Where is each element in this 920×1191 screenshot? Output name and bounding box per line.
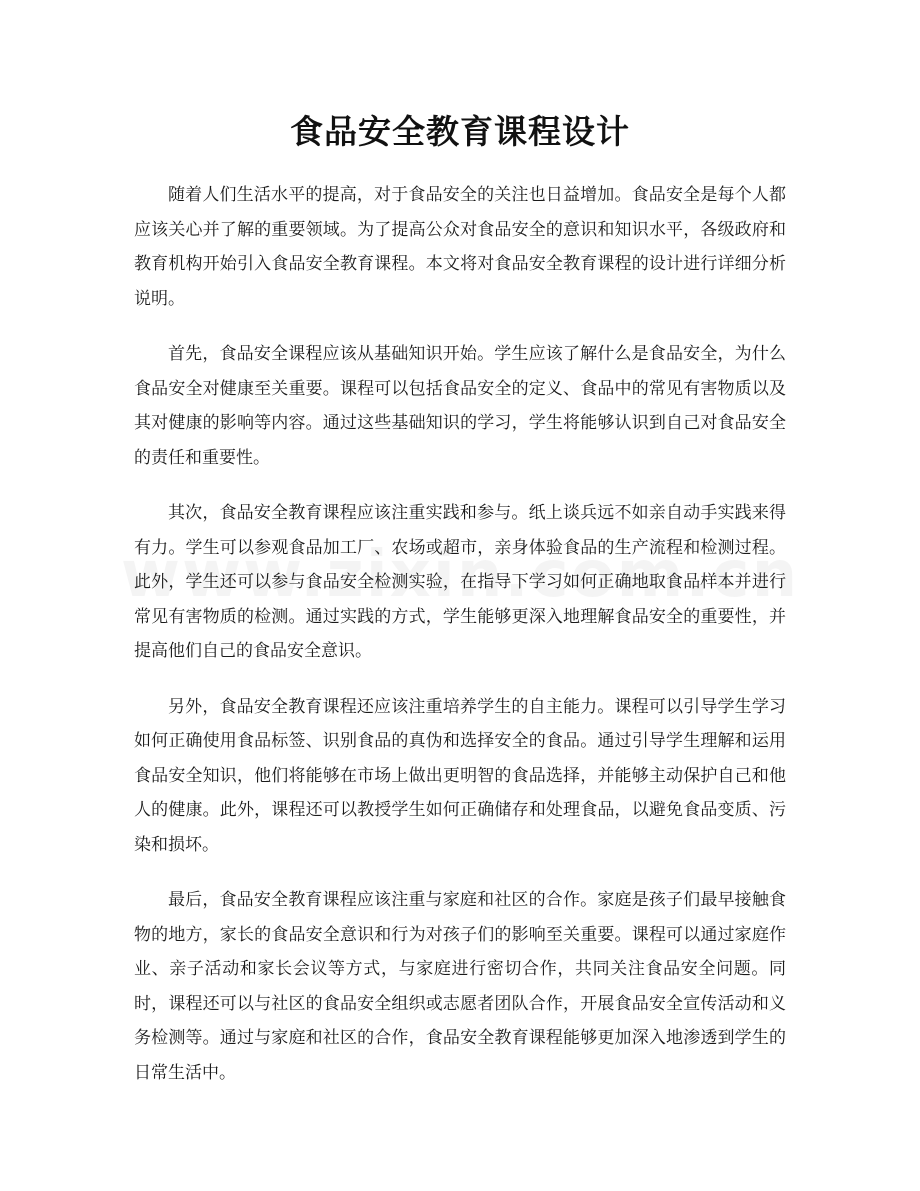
paragraph-4: 另外，食品安全教育课程还应该注重培养学生的自主能力。课程可以引导学生学习如何正确使用食品标签、识别食品的真伪和选择安全的食品。通过引导学生理解和运用食品安全知识，他们将能够在市场上做出更明智的食品选择，并能够主动保护自己和他人的健康。此外，课程还可以教授学生如何正确储存和处理食品，以避免食品变质、污染和损坏。	[134, 696, 786, 855]
page-title: 食品安全教育课程设计	[290, 112, 630, 151]
document-body	[134, 178, 786, 1111]
paragraph-2: 首先，食品安全课程应该从基础知识开始。学生应该了解什么是食品安全，为什么食品安全对健康至关重要。课程可以包括食品安全的定义、食品中的常见有害物质以及其对健康的影响等内容。通过这些基础知识的学习，学生将能够认识到自己对食品安全的责任和重要性。	[134, 344, 786, 468]
paragraph-5: 最后，食品安全教育课程应该注重与家庭和社区的合作。家庭是孩子们最早接触食物的地方，家长的食品安全意识和行为对孩子们的影响至关重要。课程可以通过家庭作业、亲子活动和家长会议等方式，与家庭进行密切合作，共同关注食品安全问题。同时，课程还可以与社区的食品安全组织或志愿者团队合作，开展食品安全宣传活动和义务检测等。通过与家庭和社区的合作，食品安全教育课程能够更加深入地渗透到学生的日常生活中。	[134, 890, 786, 1083]
paragraph-1: 随着人们生活水平的提高，对于食品安全的关注也日益增加。食品安全是每个人都应该关心并了解的重要领域。为了提高公众对食品安全的意识和知识水平，各级政府和教育机构开始引入食品安全教育课程。本文将对食品安全教育课程的设计进行详细分析说明。	[134, 185, 786, 309]
paragraph-3: 其次，食品安全教育课程应该注重实践和参与。纸上谈兵远不如亲自动手实践来得有力。学生可以参观食品加工厂、农场或超市，亲身体验食品的生产流程和检测过程。此外，学生还可以参与食品安全检测实验，在指导下学习如何正确地取食品样本并进行常见有害物质的检测。通过实践的方式，学生能够更深入地理解食品安全的重要性，并提高他们自己的食品安全意识。	[134, 503, 786, 661]
